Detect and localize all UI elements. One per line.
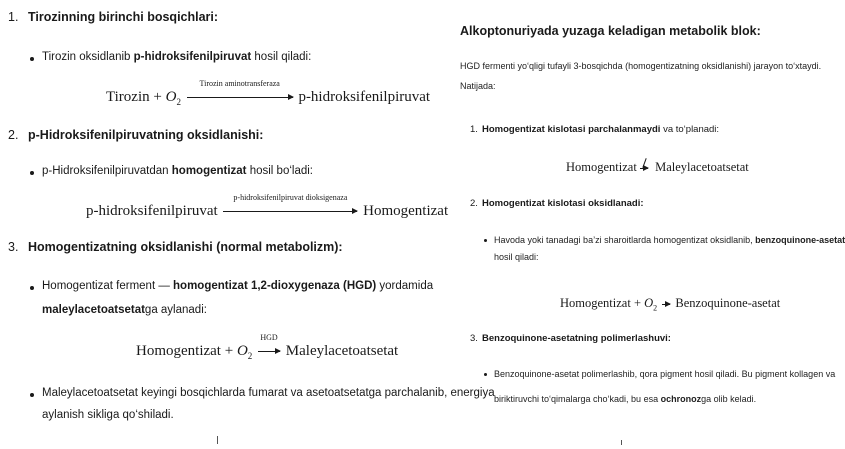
arrow-icon bbox=[187, 97, 293, 98]
section-3-title: Homogentizatning oksidlanishi (normal metabolizm): bbox=[28, 240, 343, 254]
right-item-2-bold: Homogentizat kislotasi oksidlanadi: bbox=[482, 198, 644, 209]
section-2-bullet-text: p-Hidroksifenilpiruvatdan bbox=[42, 165, 172, 177]
section-2-bullet-bold: homogentizat bbox=[171, 165, 247, 177]
right-item-3-line-2-bold: ochronoz bbox=[660, 394, 702, 404]
right-equation-2-lhs: Homogentizat + bbox=[560, 296, 645, 310]
section-3-number: 3. bbox=[8, 240, 19, 254]
right-equation-1-rhs: Maleylacetoatsetat bbox=[655, 160, 749, 174]
section-1-heading bbox=[8, 10, 218, 24]
right-item-2-bullet bbox=[494, 235, 845, 245]
section-1-bullet bbox=[42, 51, 311, 63]
section-1-title: Tirozinning birinchi bosqichlari: bbox=[28, 10, 219, 24]
arrow-icon bbox=[223, 211, 357, 212]
section-3-bullet-1-line-2-text: ga aylanadi: bbox=[144, 304, 207, 316]
arrow-icon bbox=[258, 351, 280, 352]
right-item-2-number: 2. bbox=[470, 198, 478, 209]
section-1-bullet-bold: p-hidroksifenilpiruvat bbox=[133, 51, 252, 63]
scroll-marker-right bbox=[621, 440, 622, 445]
section-3-bullet-1-line-2 bbox=[42, 304, 207, 316]
not-arrow-icon bbox=[640, 160, 652, 175]
section-2-number: 2. bbox=[8, 128, 19, 142]
equation-2-rhs: Homogentizat bbox=[363, 203, 449, 219]
section-3-bullet-1-bold: homogentizat 1,2-dioxygenaza (HGD) bbox=[173, 280, 377, 292]
right-item-1-text: va to‘planadi: bbox=[660, 124, 720, 135]
scroll-marker bbox=[217, 436, 218, 444]
right-item-2-bullet-line-2: hosil qiladi: bbox=[494, 252, 539, 262]
section-3-bullet-1-text: Homogentizat ferment — bbox=[42, 280, 174, 292]
equation-1-o: O bbox=[165, 89, 177, 105]
right-equation-2-rhs: Benzoquinone-asetat bbox=[675, 296, 781, 310]
section-1-bullet-tail: hosil qiladi: bbox=[251, 51, 312, 63]
section-3-bullet-1-line-2-bold: maleylacetoatsetat bbox=[42, 304, 145, 316]
equation-2-arrow-label: p-hidroksifenilpiruvat dioksigenaza bbox=[233, 193, 348, 202]
right-equation-2-o: O bbox=[644, 296, 654, 310]
right-equation-1-lhs: Homogentizat bbox=[566, 160, 637, 174]
right-item-3 bbox=[470, 333, 671, 344]
right-intro: HGD fermenti yo‘qligi tufayli 3-bosqichda (homogentizatning oksidlanishi) jarayon to‘xtaydi. bbox=[460, 61, 822, 71]
section-1-number: 1. bbox=[8, 10, 19, 24]
equation-1-arrow bbox=[185, 79, 295, 106]
right-equation-2 bbox=[560, 296, 780, 313]
right-item-3-bold: Benzoquinone-asetatning polimerlashuvi: bbox=[482, 333, 671, 344]
equation-3-arrow-label: HGD bbox=[260, 333, 278, 342]
equation-1-lhs: Tirozin + bbox=[106, 89, 166, 105]
right-item-1-number: 1. bbox=[470, 124, 478, 135]
equation-3-sub: 2 bbox=[247, 351, 253, 361]
right-equation-2-sub: 2 bbox=[653, 303, 658, 313]
equation-1-sub: 2 bbox=[176, 97, 181, 107]
equation-3-lhs: Homogentizat + bbox=[136, 343, 237, 359]
arrow-icon bbox=[662, 304, 670, 305]
right-title: Alkoptonuriyada yuzaga keladigan metabolik blok: bbox=[460, 24, 761, 38]
equation-1-rhs: p-hidroksifenilpiruvat bbox=[298, 89, 431, 105]
right-item-1-bold: Homogentizat kislotasi parchalanmaydi bbox=[482, 124, 661, 135]
equation-2-arrow bbox=[221, 193, 359, 220]
equation-2 bbox=[86, 193, 449, 220]
right-item-2-bullet-text: Havoda yoki tanadagi ba’zi sharoitlarda homogentizat oksidlanib, bbox=[494, 235, 756, 245]
right-equation-1 bbox=[566, 160, 749, 175]
right-item-2 bbox=[470, 198, 644, 209]
equation-1-arrow-label: Tirozin aminotransferaza bbox=[199, 79, 280, 88]
right-item-3-bullet-line-2 bbox=[494, 394, 756, 404]
right-item-3-line-2-text: biriktiruvchi to‘qimalarga cho‘kadi, bu esa bbox=[494, 394, 661, 404]
section-2-bullet bbox=[42, 165, 313, 177]
section-3-bullet-1 bbox=[42, 280, 433, 292]
section-2-heading bbox=[8, 128, 263, 142]
right-natija: Natijada: bbox=[460, 81, 496, 91]
equation-1 bbox=[106, 79, 431, 107]
section-3-bullet-2 bbox=[42, 387, 495, 399]
section-3-bullet-2-line-1: Maleylacetoatsetat keyingi bosqichlarda fumarat va asetoatsetatga parchalanib, energiya bbox=[42, 387, 495, 399]
equation-3-o: O bbox=[236, 343, 248, 359]
right-item-3-line-2-tail: ga olib keladi. bbox=[701, 394, 757, 404]
right-item-3-number: 3. bbox=[470, 333, 478, 344]
equation-3-arrow bbox=[256, 333, 282, 360]
equation-3-rhs: Maleylacetoatsetat bbox=[285, 343, 399, 359]
right-item-1 bbox=[470, 124, 719, 135]
section-3-bullet-1-tail: yordamida bbox=[376, 280, 434, 292]
equation-2-lhs: p-hidroksifenilpiruvat bbox=[86, 203, 218, 219]
right-item-3-bullet: Benzoquinone-asetat polimerlashib, qora pigment hosil qiladi. Bu pigment kollagen va bbox=[494, 369, 836, 379]
section-2-title: p-Hidroksifenilpiruvatning oksidlanishi: bbox=[28, 128, 264, 142]
equation-3 bbox=[136, 333, 399, 361]
section-3-heading bbox=[8, 240, 343, 254]
section-3-bullet-2-line-2: aylanish sikliga qo‘shiladi. bbox=[42, 409, 174, 421]
section-2-bullet-tail: hosil bo‘ladi: bbox=[246, 165, 313, 177]
right-item-2-bullet-bold: benzoquinone-asetat bbox=[755, 235, 845, 245]
section-1-bullet-text: Tirozin oksidlanib bbox=[42, 51, 134, 63]
